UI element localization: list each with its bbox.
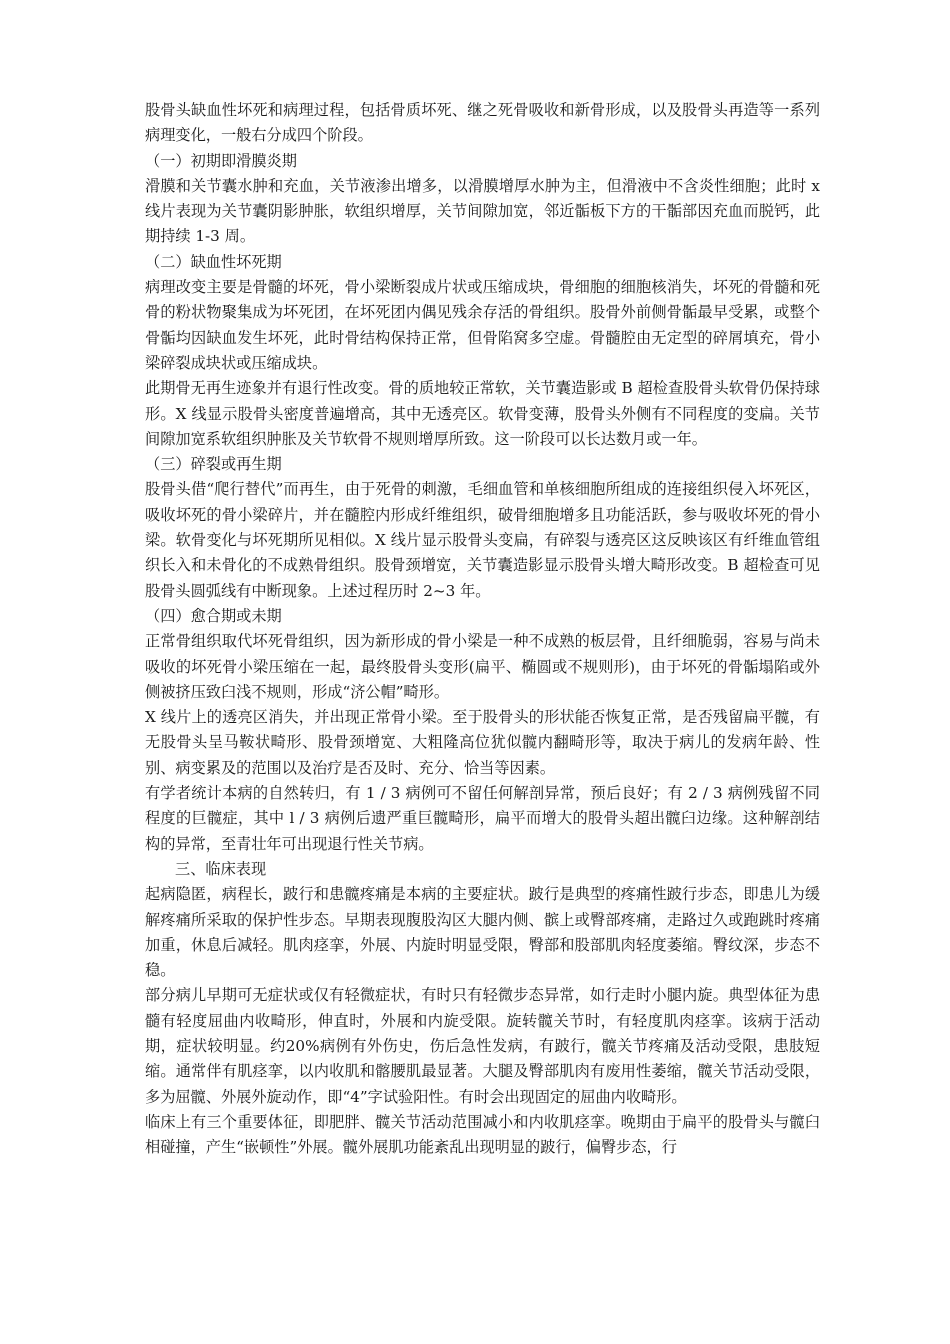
stage4-heading: （四）愈合期或未期 xyxy=(145,606,282,625)
stage4-paragraph-1: 正常骨组织取代坏死骨组织，因为新形成的骨小梁是一种不成熟的板层骨，且纤细脆弱，容易与尚未吸收的坏死骨小梁压缩在一起，最终股骨头变形(扁平、椭圆或不规则形)，由于坏死的骨骺塌陷或外侧被挤压致臼浅不规则，形成“济公帽”畸形。 xyxy=(145,632,820,701)
section3-heading: 三、临床表现 xyxy=(175,859,267,878)
stage3-paragraph: 股骨头借“爬行替代”而再生，由于死骨的刺激，毛细血管和单核细胞所组成的连接组织侵入坏死区，吸收坏死的骨小梁碎片，并在髓腔内形成纤维组织，破骨细胞增多且功能活跃，参与吸收坏死的骨小梁。软骨变化与坏死期所见相似。X 线片显示股骨头变扁，有碎裂与透亮区这反映该区有纤维血管组织长入和未骨化的不成熟骨组织。股骨颈增宽，关节囊造影显示股骨头增大畸形改变。B 超检查可见股骨头圆弧线有中断现象。上述过程历时 2~3 年。 xyxy=(145,480,820,600)
stage2-paragraph-2: 此期骨无再生迹象并有退行性改变。骨的质地较正常软，关节囊造影或 B 超检查股骨头软骨仍保持球形。X 线显示股骨头密度普遍增高，其中无透亮区。软骨变薄，股骨头外侧有不同程度的变扁。关节间隙加宽系软组织肿胀及关节软骨不规则增厚所致。这一阶段可以长达数月或一年。 xyxy=(145,379,820,448)
stage1-heading: （一）初期即滑膜炎期 xyxy=(145,151,297,170)
stage3-heading: （三）碎裂或再生期 xyxy=(145,455,282,474)
stage4-paragraph-2: X 线片上的透亮区消失，并出现正常骨小梁。至于股骨头的形状能否恢复正常，是否残留扁平髋，有无股骨头呈马鞍状畸形、股骨颈增宽、大粗隆高位犹似髋内翻畸形等，取决于病儿的发病年龄、性别、病变累及的范围以及治疗是否及时、充分、恰当等因素。 xyxy=(145,708,820,777)
clinical-paragraph-1: 起病隐匿，病程长，跛行和患髋疼痛是本病的主要症状。跛行是典型的疼痛性跛行步态，即患儿为缓解疼痛所采取的保护性步态。早期表现腹股沟区大腿内侧、髌上或臀部疼痛，走路过久或跑跳时疼痛加重，休息后减轻。肌肉痉挛，外展、内旋时明显受限，臀部和股部肌肉轻度萎缩。臀纹深，步态不稳。 xyxy=(145,885,820,980)
stage4-paragraph-3: 有学者统计本病的自然转归，有 1 / 3 病例可不留任何解剖异常，预后良好；有 2 / 3 病例残留不同程度的巨髋症，其中 l / 3 病例后遗严重巨髋畸形，扁平而增大的股骨头超出髋臼边缘。这种解剖结构的异常，至青壮年可出现退行性关节病。 xyxy=(145,784,820,853)
intro-paragraph: 股骨头缺血性坏死和病理过程，包括骨质坏死、继之死骨吸收和新骨形成，以及股骨头再造等一系列病理变化，一般右分成四个阶段。 xyxy=(145,101,820,145)
document-body xyxy=(145,98,820,1160)
clinical-paragraph-2: 部分病儿早期可无症状或仅有轻微症状，有时只有轻微步态异常，如行走时小腿内旋。典型体征为患髓有轻度屈曲内收畸形，伸直时，外展和内旋受限。旋转髋关节时，有轻度肌肉痉挛。该病于活动期，症状较明显。约20%病例有外伤史，伤后急性发病，有跛行，髋关节疼痛及活动受限，患肢短缩。通常伴有肌痉挛，以内收肌和髂腰肌最显著。大腿及臀部肌肉有废用性萎缩，髋关节活动受限，多为屈髋、外展外旋动作，即“4”字试验阳性。有时会出现固定的屈曲内收畸形。 xyxy=(145,986,820,1106)
stage2-heading: （二）缺血性坏死期 xyxy=(145,252,282,271)
stage1-paragraph: 滑膜和关节囊水肿和充血，关节液渗出增多，以滑膜增厚水肿为主，但滑液中不含炎性细胞；此时 x 线片表现为关节囊阴影肿胀，软组织增厚，关节间隙加宽，邻近骺板下方的干骺部因充血而脱钙，此期持续 1-3 周。 xyxy=(145,176,820,246)
clinical-paragraph-3: 临床上有三个重要体征，即肥胖、髋关节活动范围减小和内收肌痉挛。晚期由于扁平的股骨头与髋臼相碰撞，产生“嵌顿性”外展。髋外展肌功能紊乱出现明显的跛行，偏臀步态，行 xyxy=(145,1112,820,1157)
stage2-paragraph-1: 病理改变主要是骨髓的坏死，骨小梁断裂成片状或压缩成块，骨细胞的细胞核消失，坏死的骨髓和死骨的粉状物聚集成为坏死团，在坏死团内偶见残余存活的骨组织。股骨外前侧骨骺最早受累，或整个骨骺均因缺血发生坏死，此时骨结构保持正常，但骨陷窝多空虚。骨髓腔由无定型的碎屑填充，骨小梁碎裂成块状或压缩成块。 xyxy=(145,278,820,372)
